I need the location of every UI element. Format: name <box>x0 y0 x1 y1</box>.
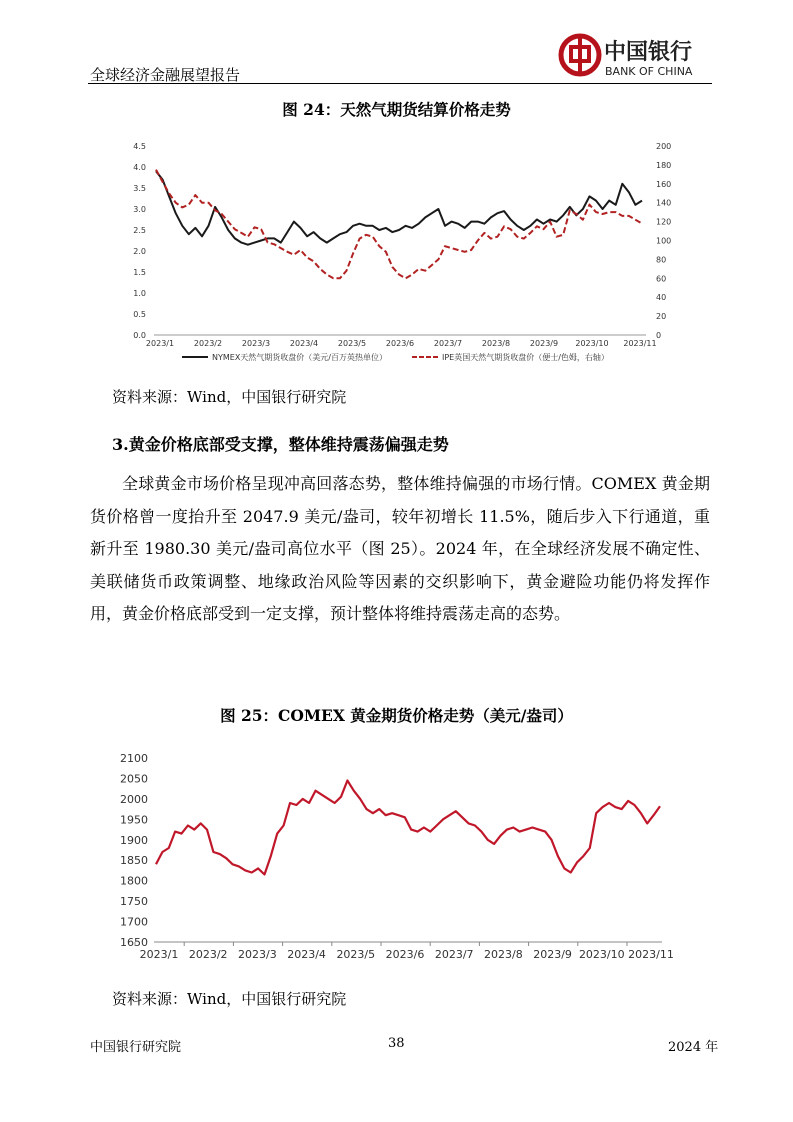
left-y-tick-label: 4.5 <box>133 142 146 151</box>
legend-label: IPE英国天然气期货收盘价（便士/色姆，右轴） <box>442 353 609 362</box>
y-tick-label: 1700 <box>120 915 148 929</box>
x-tick-label: 2023/1 <box>145 339 175 348</box>
x-tick-label: 2023/10 <box>575 339 609 348</box>
ipe-series-line <box>156 170 642 279</box>
x-tick-label: 2023/9 <box>533 948 572 961</box>
right-y-tick-label: 140 <box>656 198 672 208</box>
x-tick-label: 2023/11 <box>623 339 657 348</box>
y-tick-label: 1800 <box>120 874 148 888</box>
right-y-tick-label: 60 <box>656 274 667 284</box>
x-tick-label: 2023/7 <box>433 339 463 348</box>
left-y-tick-label: 3.5 <box>133 184 146 193</box>
right-y-tick-label: 40 <box>656 293 667 303</box>
x-tick-label: 2023/3 <box>238 948 277 961</box>
y-tick-label: 1750 <box>120 895 148 909</box>
left-y-tick-label: 4.0 <box>133 163 146 172</box>
right-y-tick-label: 200 <box>656 142 672 151</box>
figure-24-title: 图 24：天然气期货结算价格走势 <box>282 100 511 119</box>
left-y-tick-label: 2.0 <box>133 247 146 256</box>
x-tick-label: 2023/5 <box>337 339 367 348</box>
figure-24-chart <box>120 138 680 370</box>
x-tick-label: 2023/9 <box>529 339 559 348</box>
figure-25-title: 图 25：COMEX 黄金期货价格走势（美元/盎司） <box>220 706 573 725</box>
left-y-tick-label: 3.0 <box>133 205 146 214</box>
y-tick-label: 2050 <box>120 772 148 786</box>
figure-25-source: 资料来源：Wind，中国银行研究院 <box>112 990 347 1008</box>
gold-price-series-line <box>156 781 660 875</box>
left-y-tick-label: 2.5 <box>133 226 146 235</box>
figure-24-source: 资料来源：Wind，中国银行研究院 <box>112 388 347 406</box>
y-tick-label: 2000 <box>120 792 148 806</box>
section-paragraph: 全球黄金市场价格呈现冲高回落态势，整体维持偏强的市场行情。COMEX 黄金期货价格曾一度抬升至 2047.9 美元/盎司，较年初增长 11.5%，随后步入下行通道，重新升至 1980.30 美元/盎司高位水平（图 25）。2024 年，在全球经济发展不确定性、美联储货币政策调整、地缘政治风险等因素的交织影响下，黄金避险功能仍将发挥作用，黄金价格底部受到一定支撑，预计整体将维持震荡走高的态势。 <box>90 474 710 623</box>
logo-cn-text: 中国银行 <box>604 40 693 65</box>
x-tick-label: 2023/2 <box>193 339 223 348</box>
x-tick-label: 2023/5 <box>336 948 376 961</box>
y-tick-label: 1650 <box>120 936 148 949</box>
right-y-tick-label: 100 <box>656 236 672 246</box>
right-y-tick-label: 120 <box>656 217 672 227</box>
x-tick-label: 2023/6 <box>385 948 425 961</box>
x-tick-label: 2023/11 <box>628 948 674 961</box>
left-y-tick-label: 1.0 <box>133 289 146 298</box>
y-tick-label: 1850 <box>120 854 148 868</box>
right-y-tick-label: 20 <box>656 312 667 322</box>
x-tick-label: 2023/2 <box>188 948 228 961</box>
x-tick-label: 2023/8 <box>481 339 511 348</box>
x-tick-label: 2023/4 <box>287 948 326 961</box>
logo-en-text: BANK OF CHINA <box>605 65 693 78</box>
nymex-series-line <box>156 171 642 245</box>
report-title: 全球经济金融展望报告 <box>90 66 241 84</box>
x-tick-label: 2023/4 <box>289 339 319 348</box>
x-tick-label: 2023/10 <box>578 948 625 961</box>
y-tick-label: 1900 <box>120 833 148 847</box>
right-y-tick-label: 160 <box>656 179 672 189</box>
left-y-tick-label: 0.0 <box>133 331 146 340</box>
page-number: 38 <box>388 1036 405 1051</box>
right-y-tick-label: 80 <box>656 255 667 265</box>
footer-institute: 中国银行研究院 <box>90 1040 182 1055</box>
right-y-tick-label: 180 <box>656 160 672 170</box>
left-y-tick-label: 1.5 <box>133 268 146 277</box>
section-heading: 3.黄金价格底部受支撑，整体维持震荡偏强走势 <box>112 435 449 454</box>
y-tick-label: 1950 <box>120 813 148 827</box>
footer-year: 2024 年 <box>668 1040 719 1055</box>
right-y-tick-label: 0 <box>656 331 662 340</box>
x-tick-label: 2023/7 <box>434 948 474 961</box>
x-tick-label: 2023/1 <box>139 948 179 961</box>
x-tick-label: 2023/3 <box>241 339 271 348</box>
left-y-tick-label: 0.5 <box>133 310 146 319</box>
bank-of-china-logo <box>558 33 713 79</box>
y-tick-label: 2100 <box>120 752 148 765</box>
header-rule <box>88 83 712 84</box>
bank-logo-icon <box>558 33 713 79</box>
figure-25-chart <box>112 748 680 970</box>
x-tick-label: 2023/8 <box>484 948 523 961</box>
x-tick-label: 2023/6 <box>385 339 415 348</box>
legend-label: NYMEX天然气期货收盘价（美元/百万英热单位） <box>212 353 388 362</box>
